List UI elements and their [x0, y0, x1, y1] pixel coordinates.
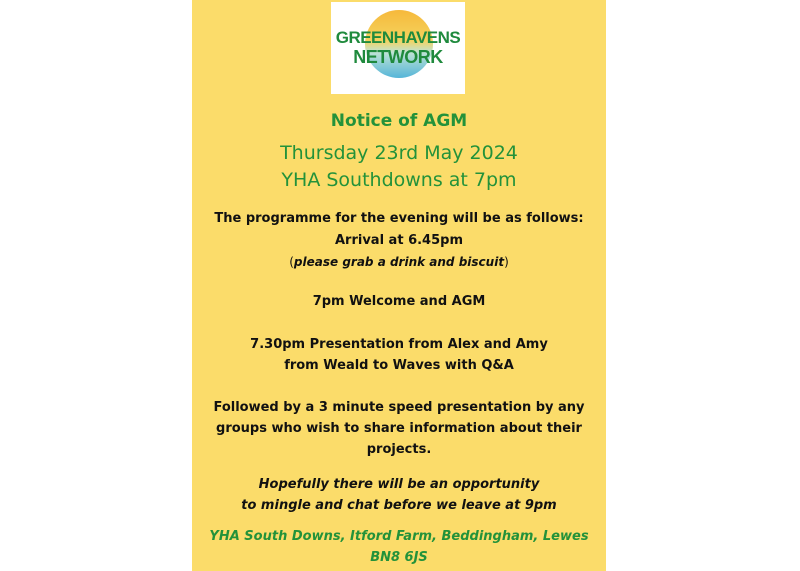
address-line-1: YHA South Downs, Itford Farm, Beddingham, Lewes [209, 529, 589, 544]
arrival-time: Arrival at 6.45pm [334, 233, 463, 248]
arrival-note: (please grab a drink and biscuit) [289, 255, 509, 269]
agm-notice-poster [192, 0, 606, 571]
meeting-venue-time: YHA Southdowns at 7pm [281, 169, 517, 191]
greenhavens-logo [331, 2, 465, 94]
presentation-line-2: from Weald to Waves with Q&A [284, 358, 514, 373]
speed-presentation-line-2: groups who wish to share information about their [216, 421, 582, 436]
logo-line-1: GREENHAVENS [335, 28, 461, 47]
logo-line-2: NETWORK [353, 47, 443, 67]
closing-line-2: to mingle and chat before we leave at 9pm [241, 498, 557, 513]
meeting-date: Thursday 23rd May 2024 [280, 142, 518, 164]
programme-intro: The programme for the evening will be as follows: [214, 211, 584, 226]
speed-presentation-line-3: projects. [366, 442, 432, 457]
speed-presentation-line-1: Followed by a 3 minute speed presentation by any [213, 400, 585, 415]
presentation-line-1: 7.30pm Presentation from Alex and Amy [250, 337, 548, 352]
welcome-agm: 7pm Welcome and AGM [312, 294, 486, 309]
address-postcode: BN8 6JS [370, 550, 428, 565]
notice-title: Notice of AGM [330, 111, 468, 131]
closing-line-1: Hopefully there will be an opportunity [258, 477, 540, 492]
